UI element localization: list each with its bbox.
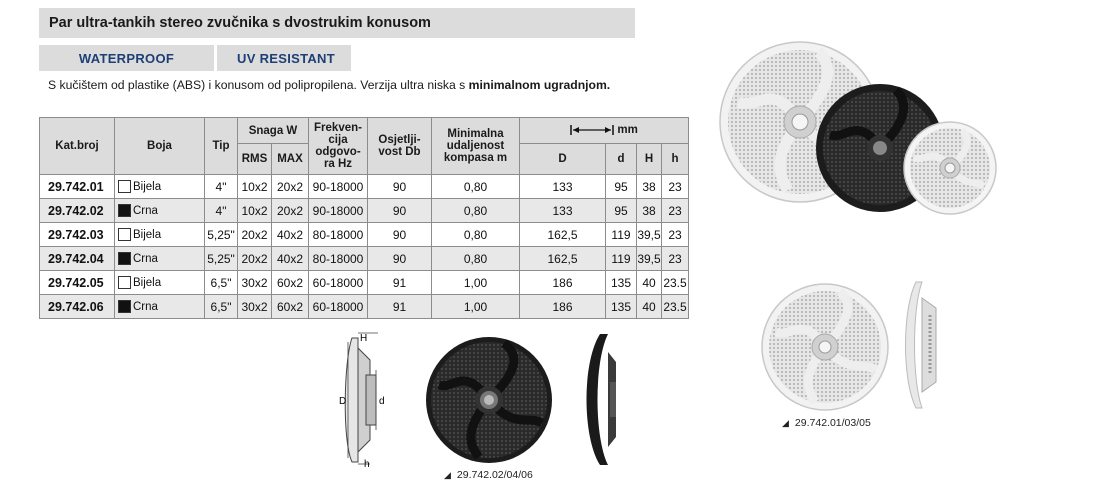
cell-rms: 30x2 [238,271,272,295]
cell-db: 91 [368,271,432,295]
width-arrow-icon [570,124,614,136]
cell-h: 39,5 [637,223,662,247]
cell-freq: 80-18000 [309,247,368,271]
white-speaker-image [760,282,890,412]
cell-rms: 20x2 [238,223,272,247]
caption-black-text: 29.742.02/04/06 [456,469,533,481]
diagram-label-H: H [360,333,368,344]
cell-d: 133 [520,199,606,223]
dimension-diagram [330,330,390,470]
diagram-label-D: D [339,396,347,407]
cell-db: 90 [368,247,432,271]
cell-max: 20x2 [272,199,309,223]
color-label: Bijela [133,229,162,241]
color-label: Crna [133,205,158,217]
cell-tip: 5,25" [205,223,238,247]
header-H: H [637,144,662,175]
diagram-label-h: h [364,459,370,470]
cell-h: 23 [662,175,689,199]
description-bold: minimalnom ugradnjom. [468,78,611,92]
cell-db: 90 [368,175,432,199]
spec-table [39,117,689,319]
cell-d: 186 [520,295,606,319]
cell-boja [115,271,205,295]
cell-h: 23 [662,247,689,271]
triangle-icon: ◢ [782,418,789,428]
cell-freq: 60-18000 [309,271,368,295]
cell-dist: 1,00 [432,271,520,295]
table-row [40,175,689,199]
cell-h: 38 [637,175,662,199]
cell-h: 40 [637,271,662,295]
color-swatch [118,180,131,193]
cell-boja [115,199,205,223]
caption-black [444,469,533,481]
cell-h: 39,5 [637,247,662,271]
cell-tip: 4" [205,175,238,199]
cell-d: 119 [606,247,637,271]
color-swatch [118,276,131,289]
cell-h: 38 [637,199,662,223]
page-title: Par ultra-tankih stereo zvučnika s dvostrukim konusom [49,15,431,31]
color-label: Bijela [133,181,162,193]
speaker-group-image [718,40,1038,215]
cell-rms: 10x2 [238,175,272,199]
title-bar [39,8,635,38]
cell-max: 60x2 [272,271,309,295]
description-text: S kučištem od plastike (ABS) i konusom od polipropilena. Verzija ultra niska s [48,78,469,92]
cell-d: 135 [606,295,637,319]
color-swatch [118,228,131,241]
cell-db: 90 [368,223,432,247]
header-mm: mm [617,124,638,137]
color-swatch [118,204,131,217]
cell-kat: 29.742.04 [40,247,115,271]
cell-d: 119 [606,223,637,247]
cell-max: 60x2 [272,295,309,319]
header-snaga: Snaga W [238,118,309,144]
white-speaker-side-image [904,280,944,410]
header-osjetljivost: Osjetlji- vost Db [368,118,432,175]
cell-boja [115,175,205,199]
cell-tip: 6,5" [205,295,238,319]
color-label: Crna [133,301,158,313]
caption-white [782,417,871,429]
cell-dist: 0,80 [432,175,520,199]
header-frekvencija: Frekven- cija odgovo- ra Hz [309,118,368,175]
table-row [40,295,689,319]
cell-rms: 10x2 [238,199,272,223]
cell-max: 40x2 [272,223,309,247]
header-kat: Kat.broj [40,118,115,175]
table-row [40,247,689,271]
cell-dist: 1,00 [432,295,520,319]
table-row [40,199,689,223]
cell-boja [115,295,205,319]
black-speaker-image [424,335,554,465]
caption-white-text: 29.742.01/03/05 [794,417,871,429]
header-d: d [606,144,637,175]
cell-boja [115,247,205,271]
diagram-label-d: d [379,396,385,407]
cell-tip: 6,5" [205,271,238,295]
cell-h: 23 [662,223,689,247]
cell-freq: 60-18000 [309,295,368,319]
cell-kat: 29.742.01 [40,175,115,199]
header-rms: RMS [238,144,272,175]
header-tip: Tip [205,118,238,175]
color-label: Crna [133,253,158,265]
cell-d: 162,5 [520,223,606,247]
cell-d: 95 [606,199,637,223]
cell-d: 95 [606,175,637,199]
color-swatch [118,300,131,313]
cell-kat: 29.742.03 [40,223,115,247]
header-dimensions [520,118,689,144]
header-h: h [662,144,689,175]
cell-boja [115,223,205,247]
black-speaker-side-image [580,332,620,467]
cell-d: 133 [520,175,606,199]
color-swatch [118,252,131,265]
cell-d: 186 [520,271,606,295]
cell-rms: 20x2 [238,247,272,271]
table-row [40,223,689,247]
cell-d: 135 [606,271,637,295]
feature-badge-uv-resistant: UV RESISTANT [217,45,351,71]
cell-h: 23.5 [662,271,689,295]
cell-dist: 0,80 [432,247,520,271]
cell-h: 40 [637,295,662,319]
header-udaljenost: Minimalna udaljenost kompasa m [432,118,520,175]
cell-db: 91 [368,295,432,319]
cell-max: 40x2 [272,247,309,271]
cell-tip: 4" [205,199,238,223]
table-row [40,271,689,295]
cell-tip: 5,25" [205,247,238,271]
cell-h: 23.5 [662,295,689,319]
cell-freq: 90-18000 [309,175,368,199]
cell-kat: 29.742.06 [40,295,115,319]
cell-max: 20x2 [272,175,309,199]
cell-kat: 29.742.05 [40,271,115,295]
cell-dist: 0,80 [432,223,520,247]
cell-kat: 29.742.02 [40,199,115,223]
header-max: MAX [272,144,309,175]
cell-d: 162,5 [520,247,606,271]
cell-freq: 90-18000 [309,199,368,223]
cell-rms: 30x2 [238,295,272,319]
color-label: Bijela [133,277,162,289]
cell-freq: 80-18000 [309,223,368,247]
cell-db: 90 [368,199,432,223]
triangle-icon: ◢ [444,470,451,480]
cell-h: 23 [662,199,689,223]
feature-badge-waterproof: WATERPROOF [39,45,214,71]
product-description [48,78,628,93]
cell-dist: 0,80 [432,199,520,223]
header-boja: Boja [115,118,205,175]
header-D: D [520,144,606,175]
